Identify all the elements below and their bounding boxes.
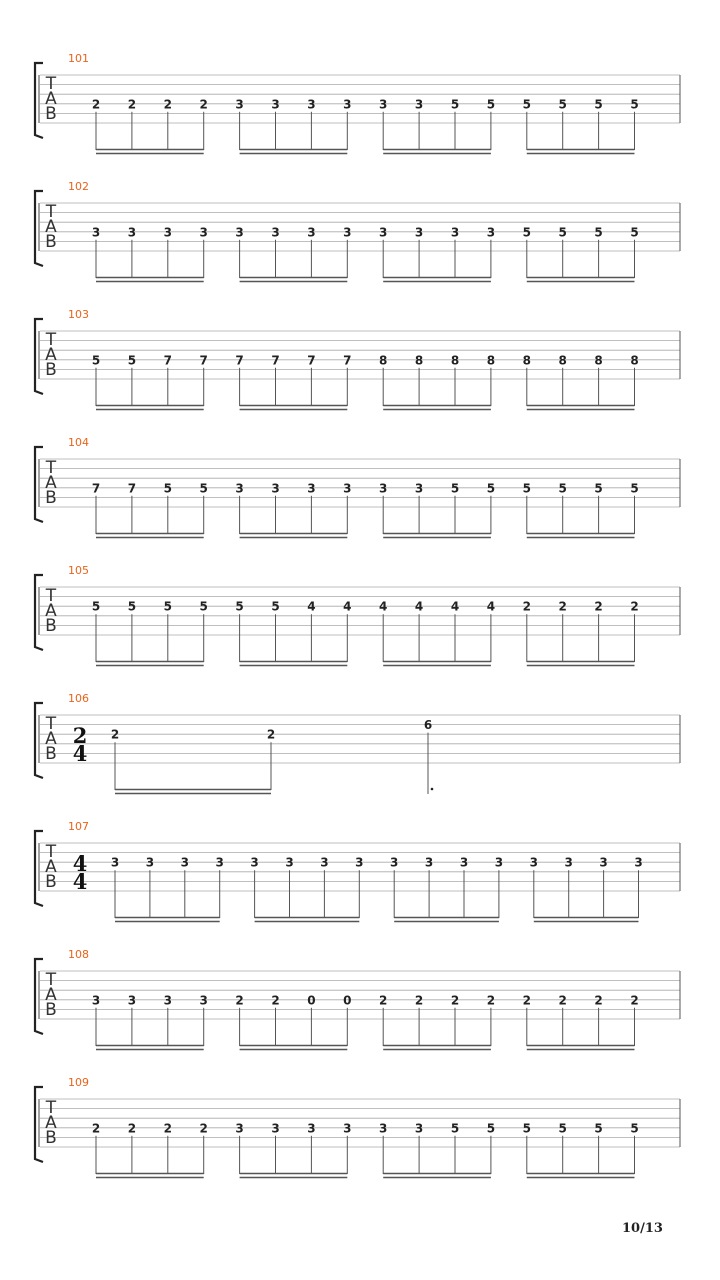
fret-number: 2: [558, 993, 567, 1008]
fret-number: 3: [320, 855, 329, 870]
fret-number: 5: [450, 1121, 460, 1136]
fret-number: 3: [235, 97, 244, 112]
fret-number: 3: [163, 993, 172, 1008]
fret-number: 2: [522, 599, 531, 614]
tab-clef-letter: B: [45, 872, 57, 892]
tab-clef-letter: B: [45, 744, 57, 764]
tab-clef-letter: B: [45, 1128, 57, 1148]
fret-number: 2: [127, 1121, 137, 1136]
fret-number: 3: [379, 481, 388, 496]
fret-number: 3: [145, 855, 155, 870]
fret-number: 3: [285, 855, 294, 870]
measure-number: 109: [68, 1076, 89, 1089]
fret-number: 5: [630, 97, 639, 112]
tab-clef-letter: B: [45, 360, 57, 380]
tab-clef-letter: T: [45, 458, 57, 478]
fret-number: 3: [180, 855, 189, 870]
fret-number: 3: [343, 1121, 352, 1136]
tab-clef-letter: A: [45, 1113, 57, 1133]
tab-clef-letter: B: [45, 232, 57, 252]
fret-number: 5: [522, 97, 531, 112]
measure-number: 107: [68, 820, 89, 833]
time-signature-top: 4: [72, 851, 88, 876]
tab-clef-letter: T: [45, 202, 57, 222]
tab-clef-letter: A: [45, 601, 57, 621]
fret-number: 7: [163, 353, 172, 368]
fret-number: 2: [127, 97, 137, 112]
fret-number: 5: [271, 599, 280, 614]
fret-number: 5: [127, 599, 137, 614]
measure-number: 108: [68, 948, 89, 961]
fret-number: 3: [215, 855, 224, 870]
fret-number: 5: [558, 481, 567, 496]
fret-number: 5: [558, 1121, 567, 1136]
fret-number: 2: [522, 993, 531, 1008]
fret-number: 8: [414, 353, 424, 368]
fret-number: 3: [235, 1121, 244, 1136]
fret-number: 2: [630, 993, 639, 1008]
fret-number: 0: [307, 993, 316, 1008]
fret-number: 5: [163, 599, 172, 614]
tab-clef-letter: B: [45, 1000, 57, 1020]
fret-number: 3: [343, 481, 352, 496]
tab-system: [35, 52, 680, 154]
fret-number: 5: [558, 225, 567, 240]
fret-number: 3: [486, 225, 496, 240]
fret-number: 2: [163, 97, 172, 112]
fret-number: 5: [199, 599, 208, 614]
fret-number: 2: [91, 1121, 101, 1136]
fret-number: 2: [266, 727, 276, 742]
fret-number: 3: [127, 993, 137, 1008]
fret-number: 3: [379, 225, 388, 240]
page-number: 10/13: [622, 1221, 663, 1236]
fret-number: 2: [414, 993, 424, 1008]
tab-clef-letter: A: [45, 857, 57, 877]
fret-number: 2: [91, 97, 101, 112]
fret-number: 5: [522, 225, 531, 240]
time-signature-bottom: 4: [72, 741, 88, 766]
fret-number: 3: [307, 481, 316, 496]
fret-number: 2: [594, 599, 603, 614]
time-signature-top: 2: [72, 723, 88, 748]
tab-clef-letter: B: [45, 616, 57, 636]
fret-number: 3: [250, 855, 259, 870]
measure-number: 104: [68, 436, 89, 449]
tab-clef-letter: T: [45, 586, 57, 606]
tab-clef-letter: B: [45, 104, 57, 124]
fret-number: 3: [390, 855, 399, 870]
fret-number: 3: [355, 855, 364, 870]
tab-clef-letter: A: [45, 985, 57, 1005]
fret-number: 3: [414, 225, 424, 240]
fret-number: 4: [379, 599, 388, 614]
fret-number: 4: [414, 599, 424, 614]
fret-number: 8: [379, 353, 388, 368]
fret-number: 8: [558, 353, 567, 368]
fret-number: 3: [459, 855, 469, 870]
tab-system: [35, 692, 680, 794]
tab-clef-letter: T: [45, 842, 57, 862]
fret-number: 3: [235, 481, 244, 496]
fret-number: 8: [522, 353, 531, 368]
fret-number: 2: [235, 993, 244, 1008]
fret-number: 5: [522, 481, 531, 496]
fret-number: 4: [486, 599, 496, 614]
fret-number: 5: [163, 481, 172, 496]
tab-system: [35, 1076, 680, 1178]
tab-clef-letter: T: [45, 1098, 57, 1118]
fret-number: 3: [91, 225, 101, 240]
fret-number: 8: [486, 353, 496, 368]
fret-number: 5: [235, 599, 244, 614]
fret-number: 2: [558, 599, 567, 614]
fret-number: 3: [110, 855, 120, 870]
tab-system: [35, 180, 680, 282]
fret-number: 3: [599, 855, 608, 870]
fret-number: 7: [199, 353, 208, 368]
fret-number: 5: [91, 353, 101, 368]
fret-number: 3: [529, 855, 538, 870]
fret-number: 2: [199, 1121, 208, 1136]
tab-system: [35, 948, 680, 1050]
tab-system: [35, 820, 680, 922]
tab-clef-letter: T: [45, 74, 57, 94]
tab-clef-letter: T: [45, 330, 57, 350]
fret-number: 0: [343, 993, 352, 1008]
fret-number: 4: [450, 599, 460, 614]
measure-number: 102: [68, 180, 89, 193]
fret-number: 5: [486, 97, 496, 112]
fret-number: 3: [271, 481, 280, 496]
fret-number: 8: [594, 353, 603, 368]
fret-number: 5: [486, 1121, 496, 1136]
fret-number: 6: [423, 718, 433, 733]
fret-number: 3: [271, 97, 280, 112]
fret-number: 5: [558, 97, 567, 112]
fret-number: 2: [379, 993, 388, 1008]
fret-number: 3: [307, 97, 316, 112]
fret-number: 5: [450, 97, 460, 112]
fret-number: 3: [199, 993, 208, 1008]
fret-number: 3: [414, 97, 424, 112]
fret-number: 5: [127, 353, 137, 368]
tab-clef-letter: A: [45, 345, 57, 365]
tab-system: [35, 308, 680, 410]
rhythm-dot: [431, 788, 434, 791]
fret-number: 3: [91, 993, 101, 1008]
fret-number: 2: [486, 993, 496, 1008]
tab-clef-letter: B: [45, 488, 57, 508]
fret-number: 5: [594, 481, 603, 496]
fret-number: 3: [414, 1121, 424, 1136]
fret-number: 3: [450, 225, 460, 240]
fret-number: 7: [91, 481, 101, 496]
fret-number: 3: [379, 1121, 388, 1136]
fret-number: 4: [307, 599, 316, 614]
fret-number: 5: [91, 599, 101, 614]
tab-clef-letter: A: [45, 217, 57, 237]
fret-number: 3: [163, 225, 172, 240]
tab-clef-letter: T: [45, 714, 57, 734]
fret-number: 3: [379, 97, 388, 112]
time-signature-bottom: 4: [72, 869, 88, 894]
fret-number: 7: [127, 481, 137, 496]
fret-number: 4: [343, 599, 352, 614]
fret-number: 5: [450, 481, 460, 496]
fret-number: 7: [271, 353, 280, 368]
fret-number: 3: [307, 1121, 316, 1136]
fret-number: 5: [199, 481, 208, 496]
fret-number: 3: [271, 1121, 280, 1136]
fret-number: 3: [127, 225, 137, 240]
tab-clef-letter: T: [45, 970, 57, 990]
fret-number: 3: [307, 225, 316, 240]
fret-number: 3: [494, 855, 504, 870]
tab-system: [35, 564, 680, 666]
fret-number: 2: [630, 599, 639, 614]
fret-number: 3: [343, 97, 352, 112]
fret-number: 2: [271, 993, 280, 1008]
fret-number: 8: [630, 353, 639, 368]
fret-number: 5: [594, 1121, 603, 1136]
tab-system: [35, 436, 680, 538]
fret-number: 5: [594, 97, 603, 112]
fret-number: 7: [307, 353, 316, 368]
fret-number: 5: [594, 225, 603, 240]
fret-number: 3: [271, 225, 280, 240]
fret-number: 2: [163, 1121, 172, 1136]
fret-number: 2: [199, 97, 208, 112]
measure-number: 106: [68, 692, 89, 705]
fret-number: 3: [414, 481, 424, 496]
fret-number: 3: [634, 855, 643, 870]
fret-number: 3: [564, 855, 573, 870]
fret-number: 5: [486, 481, 496, 496]
measure-number: 103: [68, 308, 89, 321]
fret-number: 2: [594, 993, 603, 1008]
fret-number: 8: [450, 353, 460, 368]
fret-number: 5: [522, 1121, 531, 1136]
tab-clef-letter: A: [45, 729, 57, 749]
tab-clef-letter: A: [45, 473, 57, 493]
fret-number: 5: [630, 225, 639, 240]
fret-number: 3: [424, 855, 434, 870]
tab-clef-letter: A: [45, 89, 57, 109]
fret-number: 7: [235, 353, 244, 368]
fret-number: 5: [630, 1121, 639, 1136]
fret-number: 2: [110, 727, 120, 742]
fret-number: 7: [343, 353, 352, 368]
fret-number: 3: [343, 225, 352, 240]
fret-number: 5: [630, 481, 639, 496]
fret-number: 2: [450, 993, 460, 1008]
fret-number: 3: [235, 225, 244, 240]
measure-number: 105: [68, 564, 89, 577]
measure-number: 101: [68, 52, 89, 65]
fret-number: 3: [199, 225, 208, 240]
